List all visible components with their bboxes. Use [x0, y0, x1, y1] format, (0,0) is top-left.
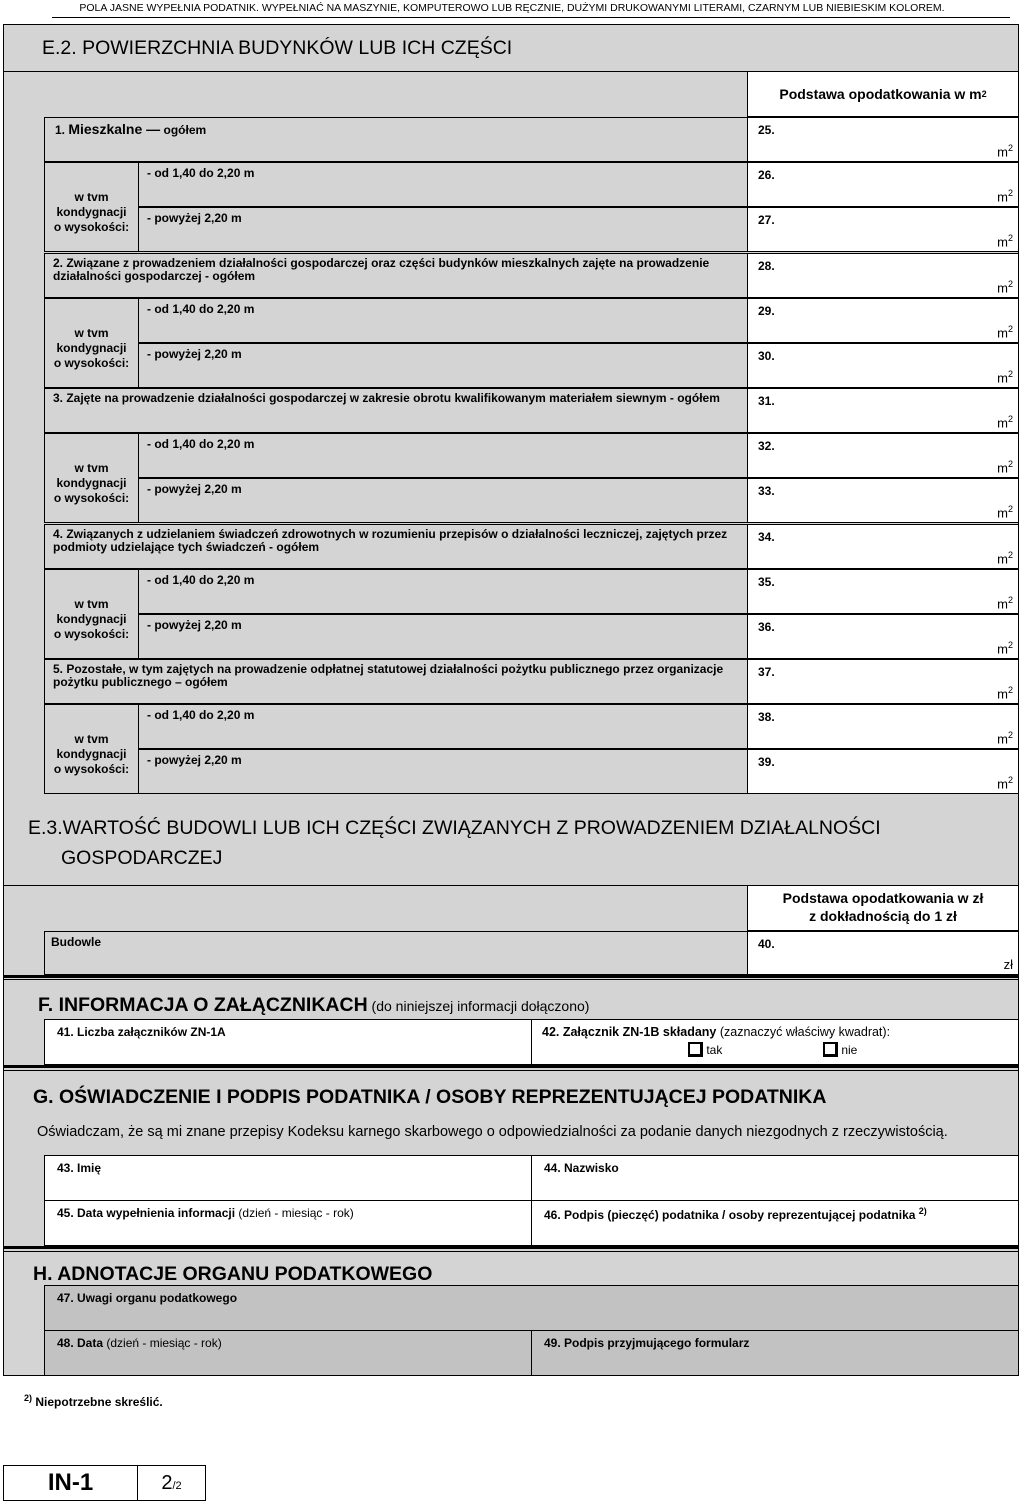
height-label-2 — [44, 298, 139, 388]
field-number: 25. — [758, 123, 775, 137]
e3-row-label: Budowle — [44, 931, 748, 975]
field-number: 38. — [758, 710, 775, 724]
field-27[interactable] — [747, 207, 1019, 252]
field-31[interactable] — [747, 388, 1019, 433]
field-37[interactable] — [747, 659, 1019, 704]
unit-m2: $m^2$ — [997, 413, 1013, 430]
group-4-label-text: 4. Związanych z udzielaniem świadczeń zdrowotnych w rozumieniu przepisów o działalności leczniczej, zajętych przez podmioty udzielające tych świadczeń - ogółem — [53, 527, 728, 554]
sub-label: - od 1,40 do 2,20 m — [147, 573, 255, 587]
separator-thick — [3, 975, 1019, 980]
sub-label: - powyżej 2,20 m — [147, 482, 242, 496]
unit-m2: $m^2$ — [997, 368, 1013, 385]
checkbox-tak[interactable] — [688, 1042, 703, 1057]
field-42: 42. Załącznik ZN-1B składany (zaznaczyć właściwy kwadrat): tak nie — [531, 1019, 1019, 1065]
field-number: 26. — [758, 168, 775, 182]
group-1-sub-high — [138, 207, 748, 252]
sub-label: - powyżej 2,20 m — [147, 211, 242, 225]
height-label-text: w tvm kondygnacji o wysokości: — [53, 731, 130, 776]
unit-m2: $m^2$ — [997, 774, 1013, 791]
unit-m2: $m^2$ — [997, 503, 1013, 520]
unit-m2: $m^2$ — [997, 729, 1013, 746]
field-38[interactable] — [747, 704, 1019, 749]
checkbox-nie[interactable] — [823, 1042, 838, 1057]
sub-label: - powyżej 2,20 m — [147, 618, 242, 632]
unit-m2: $m^2$ — [997, 458, 1013, 475]
field-28[interactable] — [747, 253, 1019, 298]
unit-m2: $m^2$ — [997, 684, 1013, 701]
statement-text: Oświadczam, że są mi znane przepisy Kodeksu karnego skarbowego o odpowiedzialności za podanie danych niezgodnych z rzeczywistością. — [37, 1124, 948, 1140]
field-25[interactable] — [747, 117, 1019, 162]
unit-m2: $m^2$ — [997, 549, 1013, 566]
field-number: 32. — [758, 439, 775, 453]
section-h-title: H. ADNOTACJE ORGANU PODATKOWEGO — [33, 1263, 433, 1285]
sub-label: - od 1,40 do 2,20 m — [147, 166, 255, 180]
group-3-label-text: 3. Zajęte na prowadzenie działalności gospodarczej w zakresie obrotu kwalifikowanym materiałem siewnym - ogółem — [53, 391, 720, 405]
unit-m2: $m^2$ — [997, 278, 1013, 295]
group-3-sub-low — [138, 433, 748, 478]
group-1-sub-low — [138, 162, 748, 207]
unit-m2: $m^2$ — [997, 142, 1013, 159]
group-2-sub-high — [138, 343, 748, 388]
height-label-1 — [44, 162, 139, 252]
field-number: 39. — [758, 755, 775, 769]
field-36[interactable] — [747, 614, 1019, 659]
group-5-sub-low — [138, 704, 748, 749]
section-f-title: F. INFORMACJA O ZAŁĄCZNIKACH (do niniejszej informacji dołączono) — [38, 994, 590, 1016]
field-number: 37. — [758, 665, 775, 679]
field-41[interactable]: 41. Liczba załączników ZN-1A — [44, 1019, 532, 1065]
field-30[interactable] — [747, 343, 1019, 388]
field-46[interactable]: 46. Podpis (pieczęć) podatnika / osoby reprezentującej podatnika $^{2)}$ — [531, 1200, 1019, 1246]
height-label-3 — [44, 433, 139, 523]
separator-thick-2 — [3, 1065, 1019, 1071]
form-code-box: IN-1 — [3, 1465, 138, 1501]
unit-m2: $m^2$ — [997, 594, 1013, 611]
field-number: 34. — [758, 530, 775, 544]
section-e3-title: E.3.WARTOŚĆ BUDOWLI LUB ICH CZĘŚCI ZWIĄZANYCH Z PROWADZENIEM DZIAŁALNOŚCI GOSPODARCZEJ — [28, 817, 881, 869]
e2-column-header: Podstawa opodatkowania w m 2 — [747, 71, 1019, 117]
field-32[interactable] — [747, 433, 1019, 478]
field-number: 30. — [758, 349, 775, 363]
unit-m2: $m^2$ — [997, 323, 1013, 340]
sub-label: - od 1,40 do 2,20 m — [147, 708, 255, 722]
field-47: 47. Uwagi organu podatkowego — [44, 1285, 1019, 1331]
header-note: POLA JASNE WYPEŁNIA PODATNIK. WYPEŁNIAĆ NA MASZYNIE, KOMPUTEROWO LUB RĘCZNIE, DUŻYMI DRUKOWANYMI LITERAMI, CZARNYM LUB NIEBIESKIM KOLOREM. — [79, 2, 945, 14]
page-number-box: 2 /2 — [137, 1465, 206, 1501]
height-label-text: w tvm kondygnacji o wysokości: — [53, 189, 130, 234]
field-48: 48. Data (dzień - miesiąc - rok) — [44, 1330, 532, 1376]
group-5-label-text: 5. Pozostałe, w tym zajętych na prowadzenie odpłatnej statutowej działalności pożytku publicznego przez organizacje pożytku publicznego – ogółem — [53, 662, 724, 689]
sub-label: - powyżej 2,20 m — [147, 347, 242, 361]
field-33[interactable] — [747, 478, 1019, 523]
group-1-label — [44, 117, 748, 162]
group-5-label — [44, 659, 748, 704]
section-g-title: G. OŚWIADCZENIE I PODPIS PODATNIKA / OSOBY REPREZENTUJĄCEJ PODATNIKA — [33, 1086, 827, 1108]
group-5-sub-high — [138, 749, 748, 794]
group-3-label — [44, 388, 748, 433]
unit-m2: $m^2$ — [997, 639, 1013, 656]
sub-label: - od 1,40 do 2,20 m — [147, 302, 255, 316]
group-2-label-text: 2. Związane z prowadzeniem działalności gospodarczej oraz części budynków mieszkalnych zajęte na prowadzenie działalności gospodarczej - ogółem — [53, 256, 710, 283]
height-label-5 — [44, 704, 139, 794]
group-2-sub-low — [138, 298, 748, 343]
group-4-label — [44, 524, 748, 569]
field-number: 28. — [758, 259, 775, 273]
footnote: $^{2)}$ Niepotrzebne skreślić. — [24, 1393, 163, 1409]
height-label-text: w tvm kondygnacji o wysokości: — [53, 596, 130, 641]
group-1-label-text: 1. Mieszkalne — ogółem — [55, 121, 207, 137]
height-label-text: w tvm kondygnacji o wysokości: — [53, 325, 130, 370]
separator-thick-3 — [3, 1246, 1019, 1252]
height-label-text: w tvm kondygnacji o wysokości: — [53, 460, 130, 505]
field-40[interactable]: 40. zł — [747, 931, 1019, 975]
field-49: 49. Podpis przyjmującego formularz — [531, 1330, 1019, 1376]
group-2-label — [44, 253, 748, 298]
field-number: 35. — [758, 575, 775, 589]
unit-m2: $m^2$ — [997, 187, 1013, 204]
height-label-4 — [44, 569, 139, 659]
field-45[interactable]: 45. Data wypełnienia informacji (dzień - miesiąc - rok) — [44, 1200, 532, 1246]
field-39[interactable] — [747, 749, 1019, 794]
field-44[interactable]: 44. Nazwisko — [531, 1155, 1019, 1201]
field-number: 29. — [758, 304, 775, 318]
section-e2-title: E.2. POWIERZCHNIA BUDYNKÓW LUB ICH CZĘŚCI — [42, 37, 513, 59]
field-34[interactable] — [747, 524, 1019, 569]
unit-m2: $m^2$ — [997, 232, 1013, 249]
header-rule — [52, 17, 1010, 18]
e3-column-header: Podstawa opodatkowania w zł z dokładnością do 1 zł — [747, 885, 1019, 931]
sub-label: - od 1,40 do 2,20 m — [147, 437, 255, 451]
field-26[interactable] — [747, 162, 1019, 207]
field-number: 27. — [758, 213, 775, 227]
field-43[interactable]: 43. Imię — [44, 1155, 532, 1201]
field-number: 36. — [758, 620, 775, 634]
field-35[interactable] — [747, 569, 1019, 614]
sub-label: - powyżej 2,20 m — [147, 753, 242, 767]
option-nie[interactable]: nie — [823, 1042, 857, 1057]
field-number: 31. — [758, 394, 775, 408]
group-3-sub-high — [138, 478, 748, 523]
field-number: 33. — [758, 484, 775, 498]
group-4-sub-high — [138, 614, 748, 659]
field-29[interactable] — [747, 298, 1019, 343]
option-tak[interactable]: tak — [688, 1042, 722, 1057]
group-4-sub-low — [138, 569, 748, 614]
